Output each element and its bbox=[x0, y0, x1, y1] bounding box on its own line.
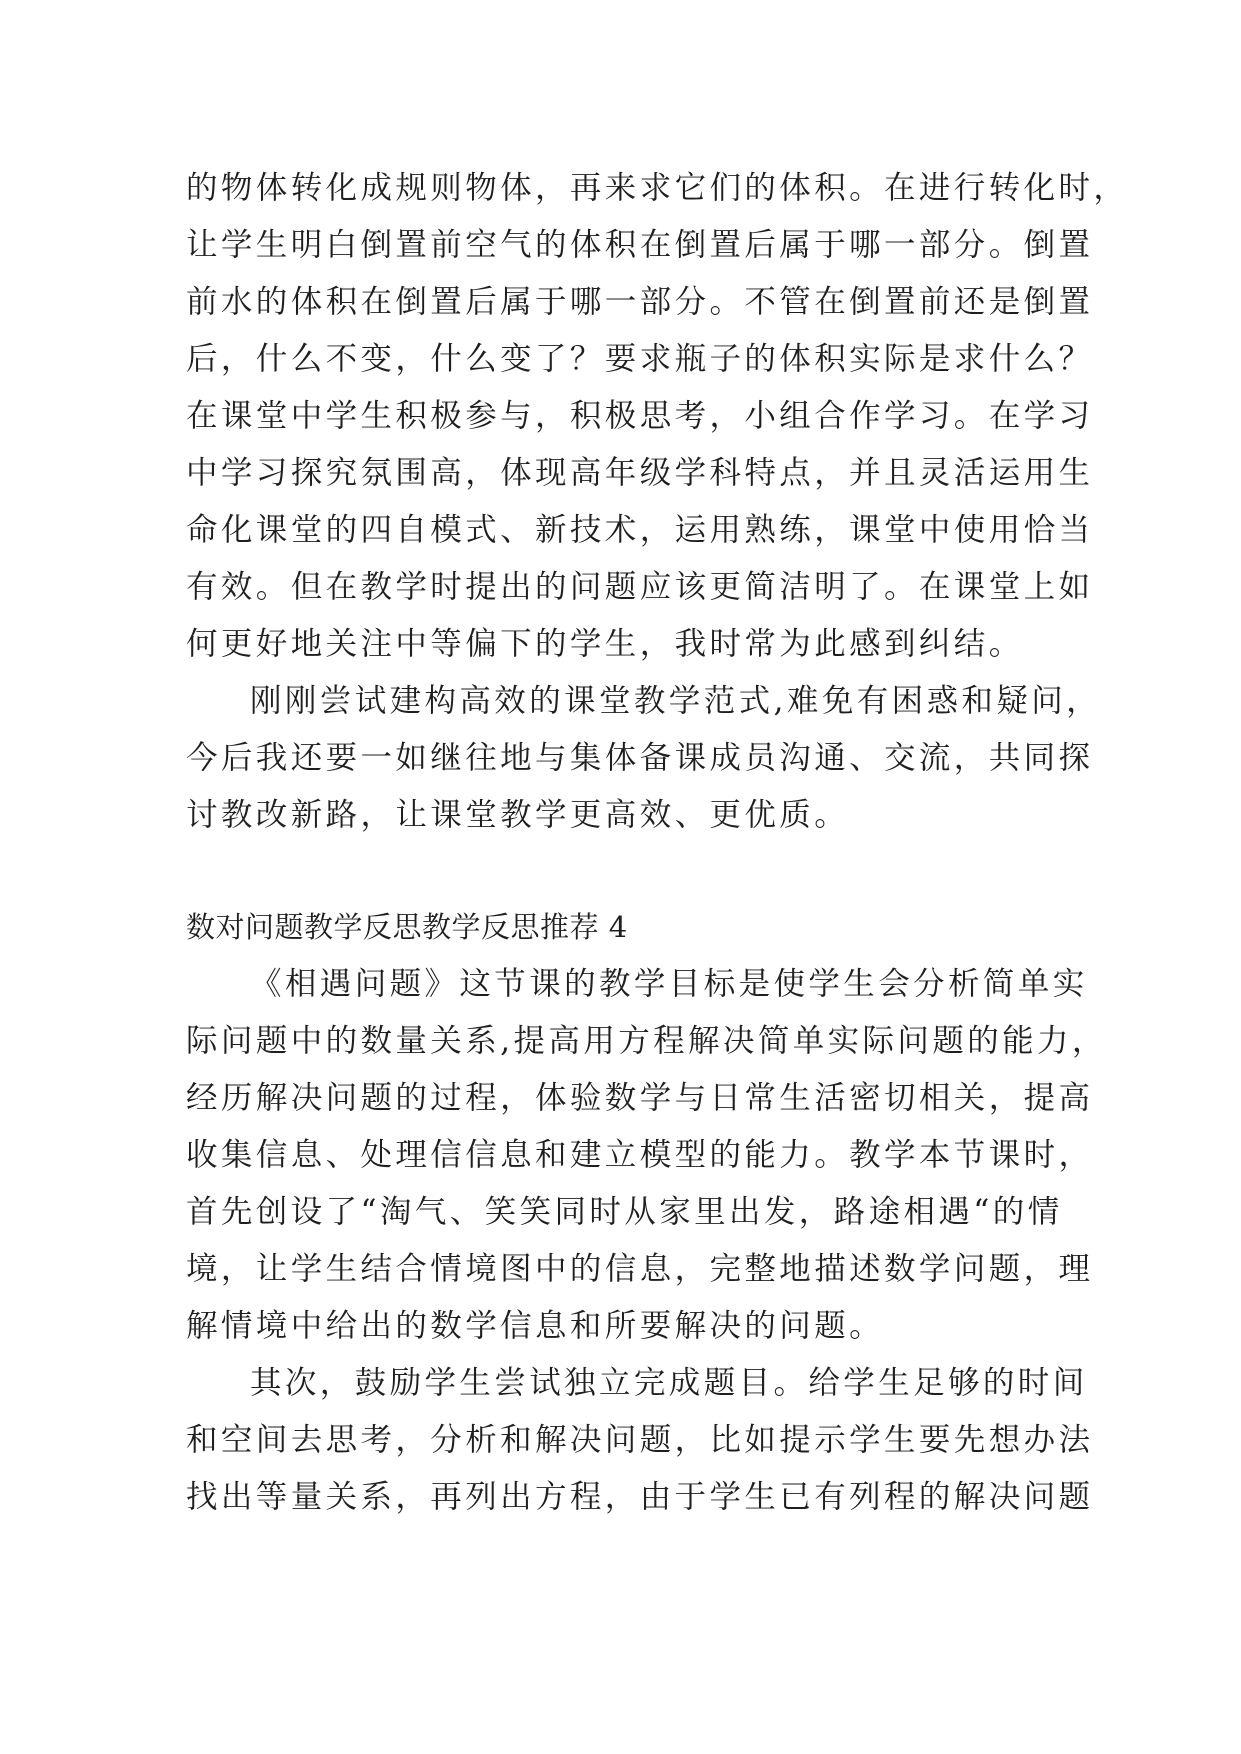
section-heading: 数对问题教学反思教学反思推荐 4 bbox=[186, 910, 628, 944]
text-line: 和空间去思考，分析和解决问题，比如提示学生要先想办法 bbox=[186, 1422, 1094, 1458]
text-line: 有效。但在教学时提出的问题应该更简洁明了。在课堂上如 bbox=[186, 569, 1094, 605]
text-line: 刚刚尝试建构高效的课堂教学范式,难免有困惑和疑问， bbox=[250, 683, 1102, 719]
text-line: 讨教改新路，让课堂教学更高效、更优质。 bbox=[186, 797, 850, 833]
text-line: 收集信息、处理信信息和建立模型的能力。教学本节课时， bbox=[186, 1137, 1094, 1173]
text-line: 何更好地关注中等偏下的学生，我时常为此感到纠结。 bbox=[186, 626, 1024, 662]
text-line: 今后我还要一如继往地与集体备课成员沟通、交流，共同探 bbox=[186, 740, 1094, 776]
text-line: 命化课堂的四自模式、新技术，运用熟练，课堂中使用恰当 bbox=[186, 512, 1094, 548]
text-line: 首先创设了“淘气、笑笑同时从家里出发，路途相遇“的情 bbox=[186, 1194, 1063, 1230]
text-line: 其次，鼓励学生尝试独立完成题目。给学生足够的时间 bbox=[250, 1365, 1088, 1401]
text-line: 在课堂中学生积极参与，积极思考，小组合作学习。在学习 bbox=[186, 398, 1094, 434]
document-body bbox=[186, 160, 1129, 1526]
text-line: 境，让学生结合情境图中的信息，完整地描述数学问题，理 bbox=[186, 1251, 1094, 1287]
text-line: 解情境中给出的数学信息和所要解决的问题。 bbox=[186, 1308, 885, 1344]
paragraph-second bbox=[186, 1355, 1094, 1526]
text-line: 前水的体积在倒置后属于哪一部分。不管在倒置前还是倒置 bbox=[186, 284, 1094, 320]
text-line: 《相遇问题》这节课的教学目标是使学生会分析简单实 bbox=[250, 966, 1088, 1002]
text-line: 中学习探究氛围高，体现高年级学科特点，并且灵活运用生 bbox=[186, 455, 1094, 491]
text-line: 经历解决问题的过程，体验数学与日常生活密切相关，提高 bbox=[186, 1080, 1094, 1116]
paragraph-conclusion bbox=[186, 673, 1102, 844]
section-spacer bbox=[186, 844, 1066, 899]
text-line: 的物体转化成规则物体，再来求它们的体积。在进行转化时， bbox=[186, 170, 1129, 206]
paragraph-intro bbox=[186, 956, 1107, 1355]
text-line: 后，什么不变，什么变了？要求瓶子的体积实际是求什么？ bbox=[186, 341, 1094, 377]
text-line: 际问题中的数量关系,提高用方程解决简单实际问题的能力， bbox=[186, 1023, 1107, 1059]
text-line: 让学生明白倒置前空气的体积在倒置后属于哪一部分。倒置 bbox=[186, 227, 1094, 263]
paragraph-continued bbox=[186, 160, 1129, 673]
text-line: 找出等量关系，再列出方程，由于学生已有列程的解决问题 bbox=[186, 1479, 1094, 1515]
